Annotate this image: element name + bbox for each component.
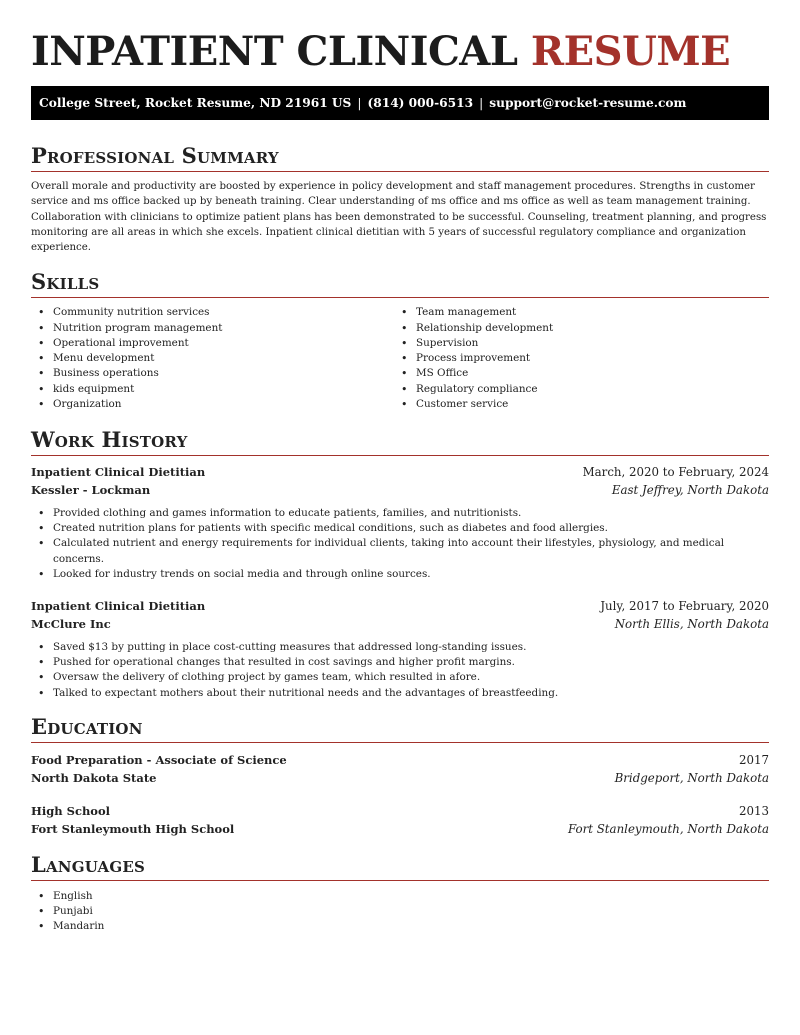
contact-separator: | <box>479 96 484 110</box>
skill-item: • Menu development <box>31 351 394 366</box>
work-heading: Work History <box>31 425 769 456</box>
job-title: Inpatient Clinical Dietitian <box>31 598 206 613</box>
skill-item: • MS Office <box>394 366 757 381</box>
job-bullets <box>31 640 769 701</box>
skill-item: • Business operations <box>31 366 394 381</box>
job-company: McClure Inc <box>31 616 111 631</box>
job-entry <box>31 463 769 582</box>
skill-item: • Community nutrition services <box>31 305 394 320</box>
languages-heading: Languages <box>31 850 769 881</box>
contact-address: College Street, Rocket Resume, ND 21961 US <box>39 96 352 110</box>
education-degree-row <box>31 802 769 820</box>
language-item: • Punjabi <box>31 904 769 919</box>
skills-columns <box>31 305 769 411</box>
job-entry <box>31 597 769 701</box>
title-main: INPATIENT CLINICAL <box>31 28 518 75</box>
job-bullet: • Created nutrition plans for patients with specific medical conditions, such as diabetes and food allergies. <box>31 521 769 536</box>
education-entry <box>31 802 769 838</box>
job-company: Kessler - Lockman <box>31 482 151 497</box>
contact-bar <box>31 86 769 120</box>
job-bullet: • Looked for industry trends on social media and through online sources. <box>31 567 769 582</box>
skill-item: • Regulatory compliance <box>394 382 757 397</box>
education-school-row <box>31 820 769 838</box>
language-item: • Mandarin <box>31 919 769 934</box>
education-school: North Dakota State <box>31 770 157 785</box>
skill-item: • Team management <box>394 305 757 320</box>
education-heading: Education <box>31 712 769 743</box>
education-location: Fort Stanleymouth, North Dakota <box>567 821 769 836</box>
work-section <box>31 425 769 701</box>
languages-list <box>31 889 769 935</box>
skills-list-right <box>394 305 757 411</box>
language-item: • English <box>31 889 769 904</box>
languages-section <box>31 850 769 935</box>
job-location: North Ellis, North Dakota <box>614 616 769 631</box>
job-company-row <box>31 615 769 633</box>
job-location: East Jeffrey, North Dakota <box>611 482 769 497</box>
job-dates: March, 2020 to February, 2024 <box>582 464 769 479</box>
job-company-row <box>31 481 769 499</box>
summary-text: Overall morale and productivity are boosted by experience in policy development and staff management procedures. Strengths in customer service and ms office backed up by beneath training. Clear understanding of ms office and ms office as well as team management training. Collaboration with clinicians to optimize patient plans has been demonstrated to be successful. Counseling, treatment planning, and progress monitoring are all areas in which she excels. Inpatient clinical dietitian with 5 years of successful regulatory compliance and organization experience. <box>31 181 767 254</box>
title-accent: RESUME <box>530 28 731 75</box>
education-degree: High School <box>31 803 111 818</box>
skill-item: • kids equipment <box>31 382 394 397</box>
education-entry <box>31 751 769 787</box>
education-section <box>31 712 769 838</box>
resume-title <box>31 0 769 77</box>
job-title: Inpatient Clinical Dietitian <box>31 464 206 479</box>
skill-item: • Operational improvement <box>31 336 394 351</box>
education-degree-row <box>31 751 769 769</box>
job-dates: July, 2017 to February, 2020 <box>600 598 769 613</box>
education-school-row <box>31 769 769 787</box>
job-bullet: • Talked to expectant mothers about their nutritional needs and the advantages of breastfeeding. <box>31 686 769 701</box>
skill-item: • Supervision <box>394 336 757 351</box>
skills-section <box>31 267 769 411</box>
job-title-row <box>31 463 769 481</box>
skills-heading: Skills <box>31 267 769 298</box>
contact-email[interactable]: support@rocket-resume.com <box>489 96 687 110</box>
job-bullet: • Pushed for operational changes that resulted in cost savings and higher profit margins. <box>31 655 769 670</box>
job-bullet: • Saved $13 by putting in place cost-cutting measures that addressed long-standing issues. <box>31 640 769 655</box>
job-bullet: • Calculated nutrient and energy requirements for individual clients, taking into account their lifestyles, physiology, and medical concerns. <box>31 536 769 566</box>
education-location: Bridgeport, North Dakota <box>614 770 769 785</box>
job-bullet: • Oversaw the delivery of clothing project by games team, which resulted in afore. <box>31 670 769 685</box>
education-degree: Food Preparation - Associate of Science <box>31 752 287 767</box>
skill-item: • Relationship development <box>394 321 757 336</box>
education-school: Fort Stanleymouth High School <box>31 821 235 836</box>
skill-item: • Nutrition program management <box>31 321 394 336</box>
skill-item: • Customer service <box>394 397 757 412</box>
education-year: 2013 <box>738 803 769 818</box>
summary-section <box>31 141 769 255</box>
skills-list-left <box>31 305 394 411</box>
job-bullets <box>31 506 769 582</box>
skill-item: • Process improvement <box>394 351 757 366</box>
job-bullet: • Provided clothing and games information to educate patients, families, and nutritionists. <box>31 506 769 521</box>
education-year: 2017 <box>738 752 769 767</box>
summary-heading: Professional Summary <box>31 141 769 172</box>
job-title-row <box>31 597 769 615</box>
contact-phone[interactable]: (814) 000-6513 <box>367 96 474 110</box>
skill-item: • Organization <box>31 397 394 412</box>
contact-separator: | <box>357 96 362 110</box>
